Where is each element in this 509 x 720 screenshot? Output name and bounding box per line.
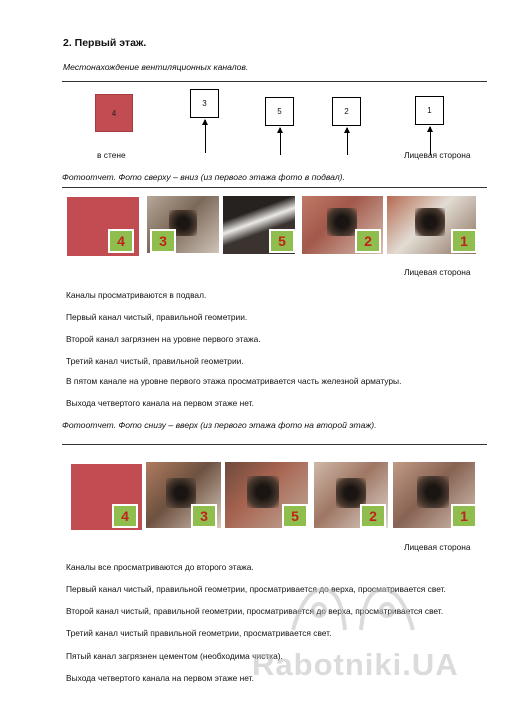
photo-number-badge: 4 <box>112 504 138 528</box>
report-line: В пятом канале на уровне первого этажа просматривается часть железной арматуры. <box>66 376 402 386</box>
report-line: Второй канал загрязнен на уровне первого этажа. <box>66 334 261 344</box>
photo-number-badge: 2 <box>360 504 386 528</box>
arrow-up-icon <box>205 120 206 153</box>
front-side-label: Лицевая сторона <box>404 267 471 277</box>
divider <box>62 187 487 188</box>
photo-number-badge: 4 <box>108 229 134 253</box>
photo-report-1-caption: Фотоотчет. Фото сверху – вниз (из первого этажа фото в подвал). <box>62 172 345 182</box>
front-side-label: Лицевая сторона <box>404 542 471 552</box>
photo-number-badge: 1 <box>451 229 477 253</box>
divider <box>62 81 487 82</box>
front-side-label: Лицевая сторона <box>404 150 471 160</box>
channel-4-marker: 4 <box>95 94 133 132</box>
report-line: Пятый канал загрязнен цементом (необходима чистка). <box>66 651 283 661</box>
photo-number-badge: 5 <box>282 504 308 528</box>
channel-3-box: 3 <box>190 89 219 118</box>
report-line: Каналы все просматриваются до второго этажа. <box>66 562 254 572</box>
channel-1-box: 1 <box>415 96 444 125</box>
report-line: Выхода четвертого канала на первом этаже нет. <box>66 398 254 408</box>
wall-label: в стене <box>97 150 126 160</box>
photo-number-badge: 3 <box>150 229 176 253</box>
report-line: Первый канал чистый, правильной геометрии, просматривается до верха, просматривается свет. <box>66 584 446 594</box>
arrow-up-icon <box>280 128 281 155</box>
section-heading: 2. Первый этаж. <box>63 37 147 49</box>
photo-number-badge: 5 <box>269 229 295 253</box>
arrow-up-icon <box>347 128 348 155</box>
divider <box>62 444 487 445</box>
photo-number-badge: 1 <box>451 504 477 528</box>
channel-2-box: 2 <box>332 97 361 126</box>
report-line: Выхода четвертого канала на первом этаже нет. <box>66 673 254 683</box>
watermark-text: Rabotniki.UA <box>252 647 459 682</box>
photo-report-2-caption: Фотоотчет. Фото снизу – вверх (из первого этажа фото на второй этаж). <box>62 420 377 430</box>
channel-5-box: 5 <box>265 97 294 126</box>
watermark-logo-icon <box>283 580 423 642</box>
location-caption: Местонахождение вентиляционных каналов. <box>63 62 249 72</box>
report-line: Второй канал чистый, правильной геометрии, просматривается до верха, просматривается свет. <box>66 606 444 616</box>
report-line: Первый канал чистый, правильной геометрии. <box>66 312 248 322</box>
photo-number-badge: 2 <box>355 229 381 253</box>
photo-number-badge: 3 <box>191 504 217 528</box>
report-line: Третий канал чистый правильной геометрии, просматривается свет. <box>66 628 332 638</box>
report-line: Каналы просматриваются в подвал. <box>66 290 207 300</box>
report-line: Третий канал чистый, правильной геометрии. <box>66 356 244 366</box>
